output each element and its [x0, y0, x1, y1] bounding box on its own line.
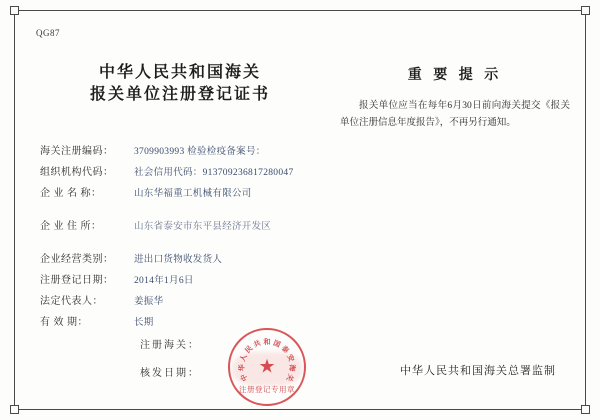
title-line-1: 中华人民共和国海关: [98, 64, 261, 81]
field-label: 组织机构代码：: [40, 167, 114, 178]
field-organization-code: [40, 163, 330, 184]
issuing-authority: 中华人民共和国海关总署监制: [400, 365, 556, 377]
field-value: 进出口货物收发货人: [134, 255, 223, 265]
registering-customs-label: 注册海关：: [140, 340, 200, 351]
seal-star: ★: [258, 356, 276, 378]
notice-title: 重 要 提 示: [407, 68, 503, 83]
field-label: 企 业 名 称：: [40, 188, 102, 199]
field-label: 法定代表人：: [40, 296, 103, 307]
corner-mark-bottom-right: [581, 405, 590, 414]
document-code: QG87: [36, 28, 60, 38]
field-legal-representative: [40, 292, 330, 313]
field-registration-date: [40, 271, 330, 292]
title-line-2: 报关单位注册登记证书: [89, 86, 270, 103]
field-value: 姜振华: [134, 297, 164, 307]
field-value: 山东省泰安市东平县经济开发区: [134, 222, 272, 232]
field-list: [40, 142, 330, 334]
document-title: [40, 62, 320, 106]
issuing-block: [140, 336, 290, 392]
registering-customs-row: [140, 336, 290, 364]
seal-bottom-text: 注册登记专用章: [239, 385, 295, 394]
field-value: 2014年1月6日: [134, 276, 194, 286]
field-label: 企业经营类别：: [40, 254, 114, 265]
field-label: 海关注册编码：: [40, 146, 114, 157]
field-value: 长期: [134, 318, 154, 328]
field-validity-period: [40, 313, 330, 334]
corner-mark-top-right: [581, 6, 590, 15]
field-enterprise-address: [40, 217, 330, 238]
field-value: 3709903993 检验检疫备案号：: [134, 147, 266, 157]
seal-arc-text: 中 华 人 民 共 和 国 泰 安 海 关: [237, 338, 297, 383]
issue-date-row: [140, 364, 290, 392]
issue-date-label: 核发日期：: [140, 368, 200, 379]
corner-mark-top-left: [10, 6, 19, 15]
field-label: 有 效 期：: [40, 317, 88, 328]
field-value: 山东华福重工机械有限公司: [134, 189, 252, 199]
important-notice: [340, 64, 570, 132]
corner-mark-bottom-left: [10, 405, 19, 414]
field-label: 企 业 住 所：: [40, 221, 102, 232]
field-value: 社会信用代码：913709236817280047: [134, 168, 294, 178]
field-label: 注册登记日期：: [40, 275, 114, 286]
field-customs-registration-code: [40, 142, 330, 163]
field-business-category: [40, 250, 330, 271]
notice-body: 报关单位应当在每年6月30日前向海关提交《报关单位注册信息年度报告》，不再另行通知。: [340, 101, 570, 128]
field-enterprise-name: [40, 184, 330, 205]
